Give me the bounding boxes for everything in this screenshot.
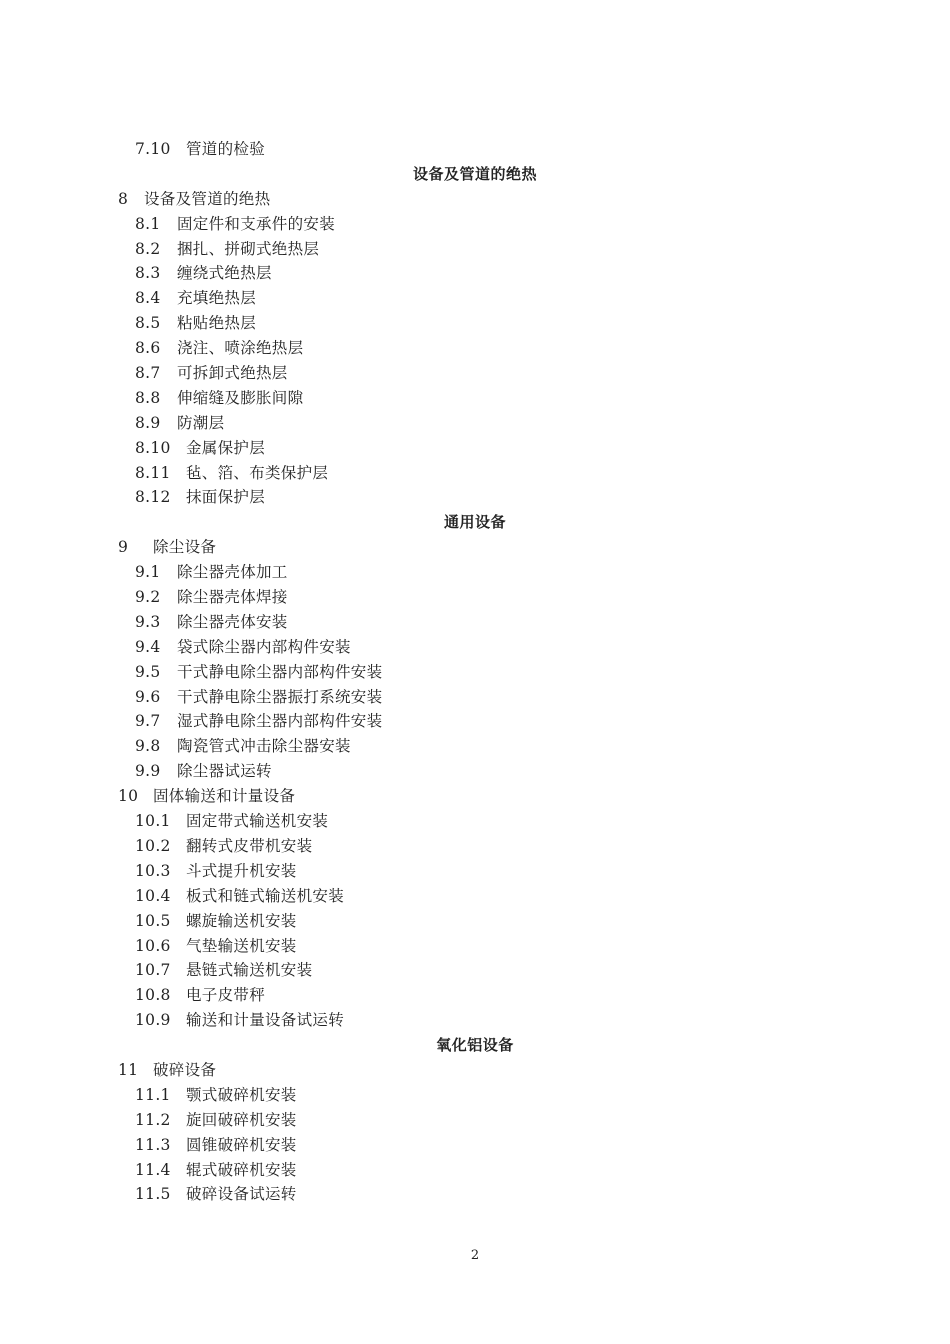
- entry-title: 陶瓷管式冲击除尘器安装: [177, 737, 351, 756]
- entry-number: 10.5: [135, 911, 171, 930]
- entry-number: 9.6: [135, 687, 161, 706]
- entry-title: 湿式静电除尘器内部构件安装: [177, 712, 383, 731]
- toc-subsection-entry: [0, 336, 950, 361]
- entry-title: 干式静电除尘器振打系统安装: [177, 687, 383, 706]
- entry-number: 10: [118, 787, 139, 806]
- entry-title: 圆锥破碎机安装: [186, 1135, 297, 1154]
- entry-title: 捆扎、拼砌式绝热层: [177, 239, 320, 258]
- toc-subsection-entry: [0, 709, 950, 734]
- entry-number: 9.3: [135, 612, 161, 631]
- toc-subsection-entry: [0, 137, 950, 162]
- toc-subsection-entry: [0, 311, 950, 336]
- entry-title: 螺旋输送机安装: [186, 911, 297, 930]
- entry-title: 金属保护层: [186, 438, 266, 457]
- toc-subsection-entry: [0, 1182, 950, 1207]
- entry-title: 颚式破碎机安装: [186, 1085, 297, 1104]
- entry-title: 固体输送和计量设备: [153, 787, 296, 806]
- entry-title: 板式和链式输送机安装: [186, 886, 345, 905]
- toc-subsection-entry: [0, 386, 950, 411]
- entry-title: 翻转式皮带机安装: [186, 836, 313, 855]
- toc-subsection-entry: [0, 485, 950, 510]
- entry-number: 11.1: [135, 1085, 171, 1104]
- entry-number: 7.10: [135, 140, 171, 158]
- entry-number: 9.5: [135, 662, 161, 681]
- entry-number: 10.8: [135, 986, 171, 1005]
- entry-number: 8.4: [135, 289, 161, 308]
- toc-subsection-entry: [0, 685, 950, 710]
- toc-subsection-entry: [0, 660, 950, 685]
- entry-title: 充填绝热层: [177, 289, 257, 308]
- toc-subsection-entry: [0, 1108, 950, 1133]
- entry-number: 11: [118, 1060, 139, 1079]
- entry-number: 11.2: [135, 1110, 171, 1129]
- section-heading: 氧化铝设备: [436, 1036, 514, 1055]
- toc-subsection-entry: [0, 1008, 950, 1033]
- entry-number: 9.4: [135, 637, 161, 656]
- toc-chapter-entry: [0, 784, 950, 809]
- entry-number: 8.5: [135, 314, 161, 333]
- toc-subsection-entry: [0, 436, 950, 461]
- entry-number: 10.9: [135, 1011, 171, 1030]
- entry-number: 10.3: [135, 861, 171, 880]
- page-number: 2: [470, 1248, 480, 1263]
- entry-title: 旋回破碎机安装: [186, 1110, 297, 1129]
- entry-title: 抹面保护层: [186, 488, 266, 507]
- entry-title: 可拆卸式绝热层: [177, 364, 288, 383]
- entry-number: 8.7: [135, 364, 161, 383]
- entry-number: 10.4: [135, 886, 171, 905]
- entry-number: 9.2: [135, 588, 161, 607]
- entry-number: 8.2: [135, 239, 161, 258]
- entry-number: 8.12: [135, 488, 171, 507]
- toc-chapter-entry: [0, 535, 950, 560]
- entry-title: 破碎设备: [153, 1060, 217, 1079]
- entry-number: 10.7: [135, 961, 171, 980]
- entry-title: 悬链式输送机安装: [186, 961, 313, 980]
- entry-number: 11.5: [135, 1185, 171, 1204]
- entry-title: 除尘设备: [153, 538, 217, 557]
- entry-number: 11.3: [135, 1135, 171, 1154]
- toc-subsection-entry: [0, 461, 950, 486]
- entry-title: 输送和计量设备试运转: [186, 1011, 345, 1030]
- toc-subsection-entry: [0, 1083, 950, 1108]
- entry-title: 辊式破碎机安装: [186, 1160, 297, 1179]
- toc-subsection-entry: [0, 809, 950, 834]
- toc-subsection-entry: [0, 1158, 950, 1183]
- entry-number: 8: [118, 189, 129, 208]
- toc-subsection-entry: [0, 834, 950, 859]
- entry-number: 9.1: [135, 563, 161, 582]
- toc-subsection-entry: [0, 560, 950, 585]
- entry-number: 10.2: [135, 836, 171, 855]
- entry-number: 10.6: [135, 936, 171, 955]
- entry-number: 9.7: [135, 712, 161, 731]
- entry-title: 除尘器壳体焊接: [177, 588, 288, 607]
- entry-title: 固定带式输送机安装: [186, 812, 329, 831]
- entry-number: 11.4: [135, 1160, 171, 1179]
- entry-title: 除尘器壳体加工: [177, 563, 288, 582]
- toc-subsection-entry: [0, 759, 950, 784]
- toc-chapter-entry: [0, 1058, 950, 1083]
- toc-subsection-entry: [0, 958, 950, 983]
- toc-subsection-entry: [0, 585, 950, 610]
- entry-number: 8.10: [135, 438, 171, 457]
- entry-number: 9: [118, 538, 129, 557]
- entry-title: 缠绕式绝热层: [177, 264, 272, 283]
- entry-number: 8.6: [135, 339, 161, 358]
- toc-subsection-entry: [0, 983, 950, 1008]
- toc-subsection-entry: [0, 411, 950, 436]
- entry-title: 除尘器壳体安装: [177, 612, 288, 631]
- entry-number: 10.1: [135, 812, 171, 831]
- entry-number: 9.8: [135, 737, 161, 756]
- entry-number: 8.3: [135, 264, 161, 283]
- entry-title: 设备及管道的绝热: [144, 189, 271, 208]
- toc-subsection-entry: [0, 884, 950, 909]
- entry-title: 除尘器试运转: [177, 762, 272, 781]
- toc-chapter-entry: [0, 187, 950, 212]
- entry-title: 干式静电除尘器内部构件安装: [177, 662, 383, 681]
- toc-subsection-entry: [0, 610, 950, 635]
- toc-subsection-entry: [0, 909, 950, 934]
- entry-number: 9.9: [135, 762, 161, 781]
- toc-subsection-entry: [0, 286, 950, 311]
- entry-title: 气垫输送机安装: [186, 936, 297, 955]
- entry-title: 破碎设备试运转: [186, 1185, 297, 1204]
- entry-title: 毡、箔、布类保护层: [186, 463, 329, 482]
- entry-number: 8.8: [135, 388, 161, 407]
- entry-number: 8.9: [135, 413, 161, 432]
- toc-subsection-entry: [0, 635, 950, 660]
- entry-title: 袋式除尘器内部构件安装: [177, 637, 351, 656]
- entry-title: 管道的检验: [186, 140, 266, 158]
- entry-title: 固定件和支承件的安装: [177, 214, 336, 233]
- section-heading: 通用设备: [443, 513, 506, 532]
- entry-title: 电子皮带秤: [186, 986, 266, 1005]
- toc-subsection-entry: [0, 212, 950, 237]
- toc-subsection-entry: [0, 859, 950, 884]
- section-heading: 设备及管道的绝热: [412, 164, 537, 183]
- toc-subsection-entry: [0, 1133, 950, 1158]
- toc-subsection-entry: [0, 261, 950, 286]
- entry-title: 伸缩缝及膨胀间隙: [177, 388, 304, 407]
- entry-title: 斗式提升机安装: [186, 861, 297, 880]
- entry-number: 8.1: [135, 214, 161, 233]
- entry-title: 粘贴绝热层: [177, 314, 257, 333]
- entry-title: 浇注、喷涂绝热层: [177, 339, 304, 358]
- toc-subsection-entry: [0, 237, 950, 262]
- entry-number: 8.11: [135, 463, 171, 482]
- table-of-contents: [0, 137, 950, 1207]
- entry-title: 防潮层: [177, 413, 225, 432]
- toc-subsection-entry: [0, 734, 950, 759]
- toc-subsection-entry: [0, 934, 950, 959]
- toc-subsection-entry: [0, 361, 950, 386]
